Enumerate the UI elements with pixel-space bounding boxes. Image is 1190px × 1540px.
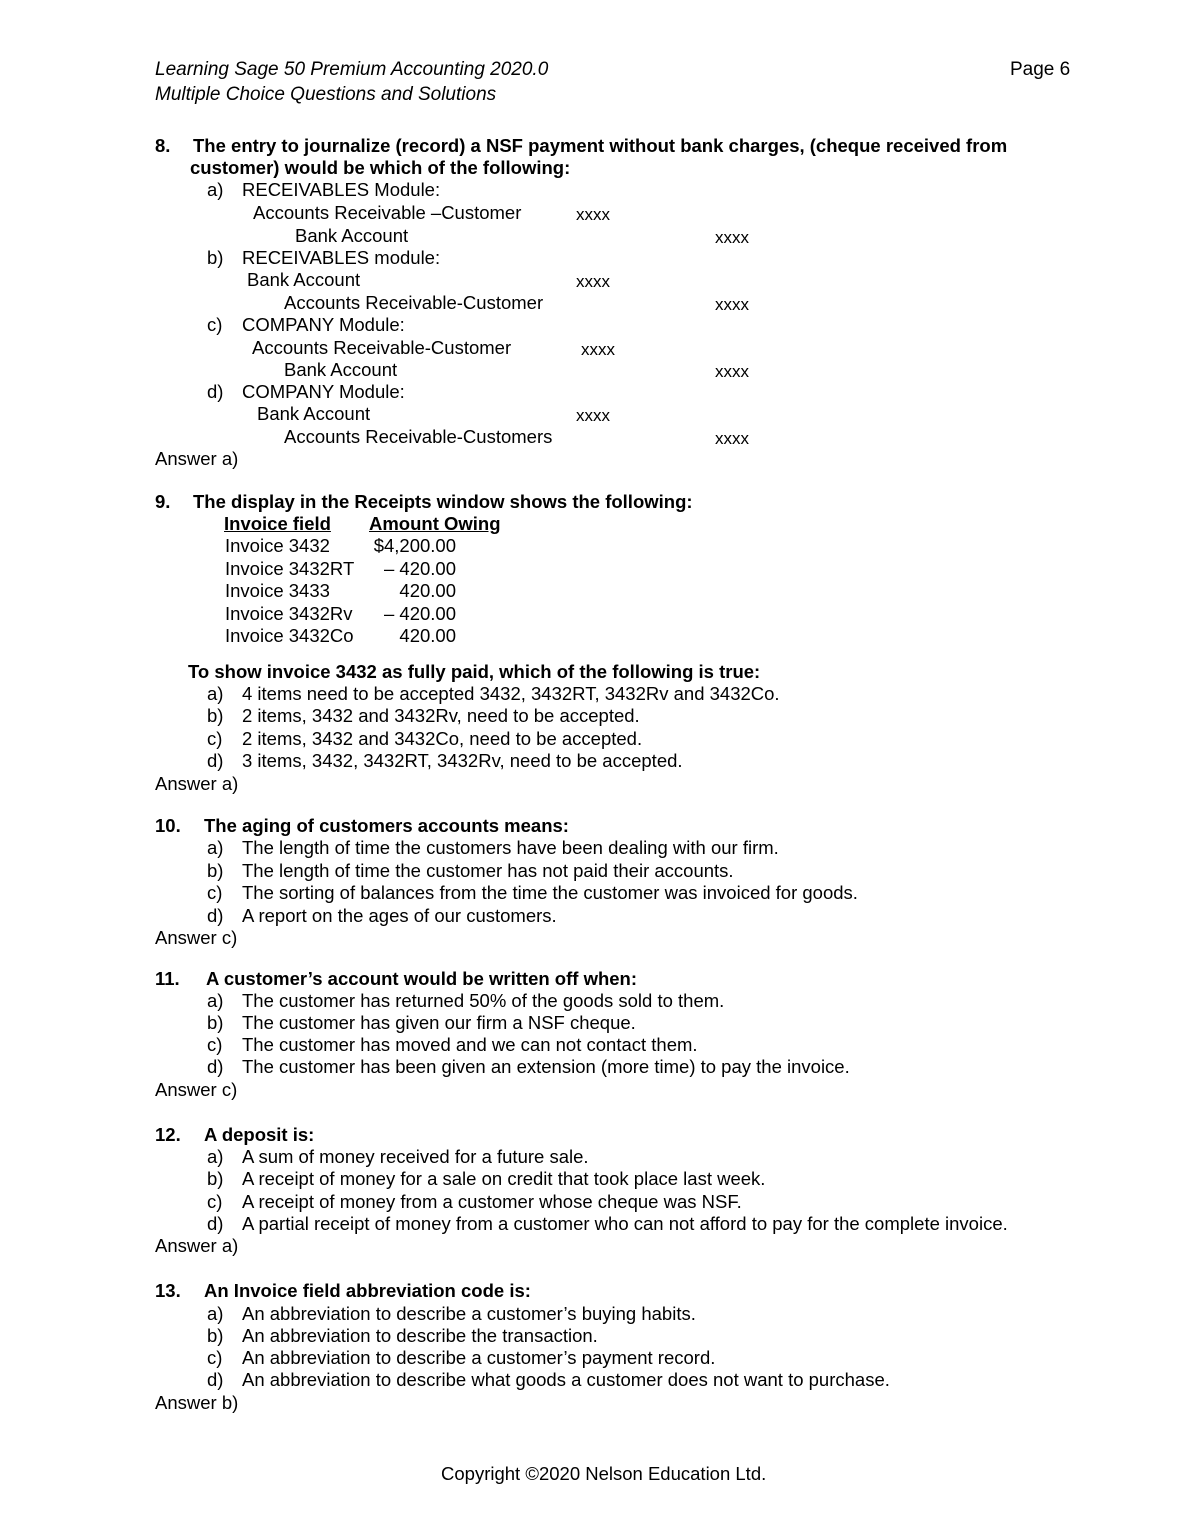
question-number: 9. <box>155 491 171 512</box>
option-letter: d) <box>207 1213 224 1234</box>
option-letter: b) <box>207 247 224 268</box>
invoice-cell: Invoice 3432Rv <box>225 603 353 624</box>
amount-cell: – 420.00 <box>383 603 456 624</box>
debit-account: Accounts Receivable-Customer <box>252 337 512 358</box>
question-text: A deposit is: <box>204 1124 315 1145</box>
header-title: Learning Sage 50 Premium Accounting 2020.0 <box>155 59 549 80</box>
header-subtitle: Multiple Choice Questions and Solutions <box>155 84 497 105</box>
page-number: Page 6 <box>1010 59 1071 80</box>
debit-amount: xxxx <box>576 406 610 425</box>
answer: Answer c) <box>155 927 238 948</box>
credit-account: Accounts Receivable-Customers <box>284 426 553 447</box>
option-text: The sorting of balances from the time the customer was invoiced for goods. <box>242 882 858 903</box>
invoice-cell: Invoice 3432RT <box>225 558 355 579</box>
amount-cell: – 420.00 <box>383 558 456 579</box>
option-text: A receipt of money for a sale on credit that took place last week. <box>242 1168 766 1189</box>
question-number: 11. <box>155 968 180 989</box>
option-text: A sum of money received for a future sale. <box>242 1146 589 1167</box>
question-number: 13. <box>155 1280 181 1301</box>
credit-amount: xxxx <box>715 362 749 381</box>
option-letter: d) <box>207 1056 224 1077</box>
option-text: The customer has moved and we can not contact them. <box>242 1034 698 1055</box>
credit-account: Accounts Receivable-Customer <box>284 292 544 313</box>
amount-cell: $4,200.00 <box>373 535 456 556</box>
column-header-amount: Amount Owing <box>369 513 501 534</box>
option-text: An abbreviation to describe the transaction. <box>242 1325 598 1346</box>
option-letter: c) <box>207 728 223 749</box>
question-number: 12. <box>155 1124 181 1145</box>
option-letter: c) <box>207 1034 223 1055</box>
option-text: A receipt of money from a customer whose cheque was NSF. <box>242 1191 742 1212</box>
option-letter: a) <box>207 990 224 1011</box>
question-number: 10. <box>155 815 181 836</box>
option-letter: d) <box>207 381 224 402</box>
option-letter: a) <box>207 1303 224 1324</box>
option-letter: a) <box>207 837 224 858</box>
option-text: A report on the ages of our customers. <box>242 905 557 926</box>
option-text: 4 items need to be accepted 3432, 3432RT, 3432Rv and 3432Co. <box>242 683 780 704</box>
debit-amount: xxxx <box>581 340 615 359</box>
credit-amount: xxxx <box>715 228 749 247</box>
debit-amount: xxxx <box>576 205 610 224</box>
option-title: COMPANY Module: <box>242 314 405 335</box>
amount-cell: 420.00 <box>399 580 456 601</box>
option-title: RECEIVABLES module: <box>242 247 441 268</box>
question-text: The display in the Receipts window shows the following: <box>193 491 693 512</box>
option-text: The customer has been given an extension (more time) to pay the invoice. <box>242 1056 850 1077</box>
option-text: The length of time the customer has not paid their accounts. <box>242 860 734 881</box>
question-text: The entry to journalize (record) a NSF payment without bank charges, (cheque received from <box>193 135 1008 156</box>
option-letter: c) <box>207 882 223 903</box>
debit-amount: xxxx <box>576 272 610 291</box>
option-letter: b) <box>207 1168 224 1189</box>
option-text: The customer has returned 50% of the goods sold to them. <box>242 990 725 1011</box>
option-letter: a) <box>207 179 224 200</box>
question-subtext: To show invoice 3432 as fully paid, which of the following is true: <box>188 661 761 682</box>
option-letter: d) <box>207 905 224 926</box>
debit-account: Bank Account <box>257 403 371 424</box>
option-letter: c) <box>207 314 223 335</box>
option-text: 2 items, 3432 and 3432Rv, need to be accepted. <box>242 705 640 726</box>
option-text: An abbreviation to describe what goods a customer does not want to purchase. <box>242 1369 890 1390</box>
option-letter: a) <box>207 683 224 704</box>
option-title: RECEIVABLES Module: <box>242 179 441 200</box>
option-letter: b) <box>207 1325 224 1346</box>
option-letter: b) <box>207 860 224 881</box>
option-text: The length of time the customers have been dealing with our firm. <box>242 837 779 858</box>
credit-account: Bank Account <box>295 225 409 246</box>
option-text: The customer has given our firm a NSF cheque. <box>242 1012 636 1033</box>
invoice-cell: Invoice 3433 <box>225 580 330 601</box>
option-text: 3 items, 3432, 3432RT, 3432Rv, need to be accepted. <box>242 750 683 771</box>
answer: Answer a) <box>155 773 239 794</box>
option-text: An abbreviation to describe a customer’s payment record. <box>242 1347 716 1368</box>
question-text: The aging of customers accounts means: <box>204 815 569 836</box>
debit-account: Bank Account <box>247 269 361 290</box>
option-letter: b) <box>207 705 224 726</box>
option-letter: c) <box>207 1347 223 1368</box>
option-letter: c) <box>207 1191 223 1212</box>
amount-cell: 420.00 <box>399 625 456 646</box>
option-text: A partial receipt of money from a customer who can not afford to pay for the complete invoice. <box>242 1213 1008 1234</box>
answer: Answer a) <box>155 1235 239 1256</box>
option-letter: b) <box>207 1012 224 1033</box>
question-text: An Invoice field abbreviation code is: <box>204 1280 531 1301</box>
answer: Answer c) <box>155 1079 238 1100</box>
option-text: 2 items, 3432 and 3432Co, need to be accepted. <box>242 728 643 749</box>
question-number: 8. <box>155 135 171 156</box>
credit-amount: xxxx <box>715 295 749 314</box>
option-text: An abbreviation to describe a customer’s buying habits. <box>242 1303 696 1324</box>
credit-amount: xxxx <box>715 429 749 448</box>
answer: Answer b) <box>155 1392 239 1413</box>
copyright-footer: Copyright ©2020 Nelson Education Ltd. <box>441 1463 767 1484</box>
question-text: A customer’s account would be written off when: <box>206 968 638 989</box>
option-letter: d) <box>207 750 224 771</box>
invoice-cell: Invoice 3432 <box>225 535 330 556</box>
option-letter: d) <box>207 1369 224 1390</box>
column-header-invoice: Invoice field <box>224 513 331 534</box>
question-text: customer) would be which of the following: <box>190 157 571 178</box>
option-title: COMPANY Module: <box>242 381 405 402</box>
option-letter: a) <box>207 1146 224 1167</box>
credit-account: Bank Account <box>284 359 398 380</box>
answer: Answer a) <box>155 448 239 469</box>
invoice-cell: Invoice 3432Co <box>225 625 354 646</box>
debit-account: Accounts Receivable –Customer <box>253 202 522 223</box>
